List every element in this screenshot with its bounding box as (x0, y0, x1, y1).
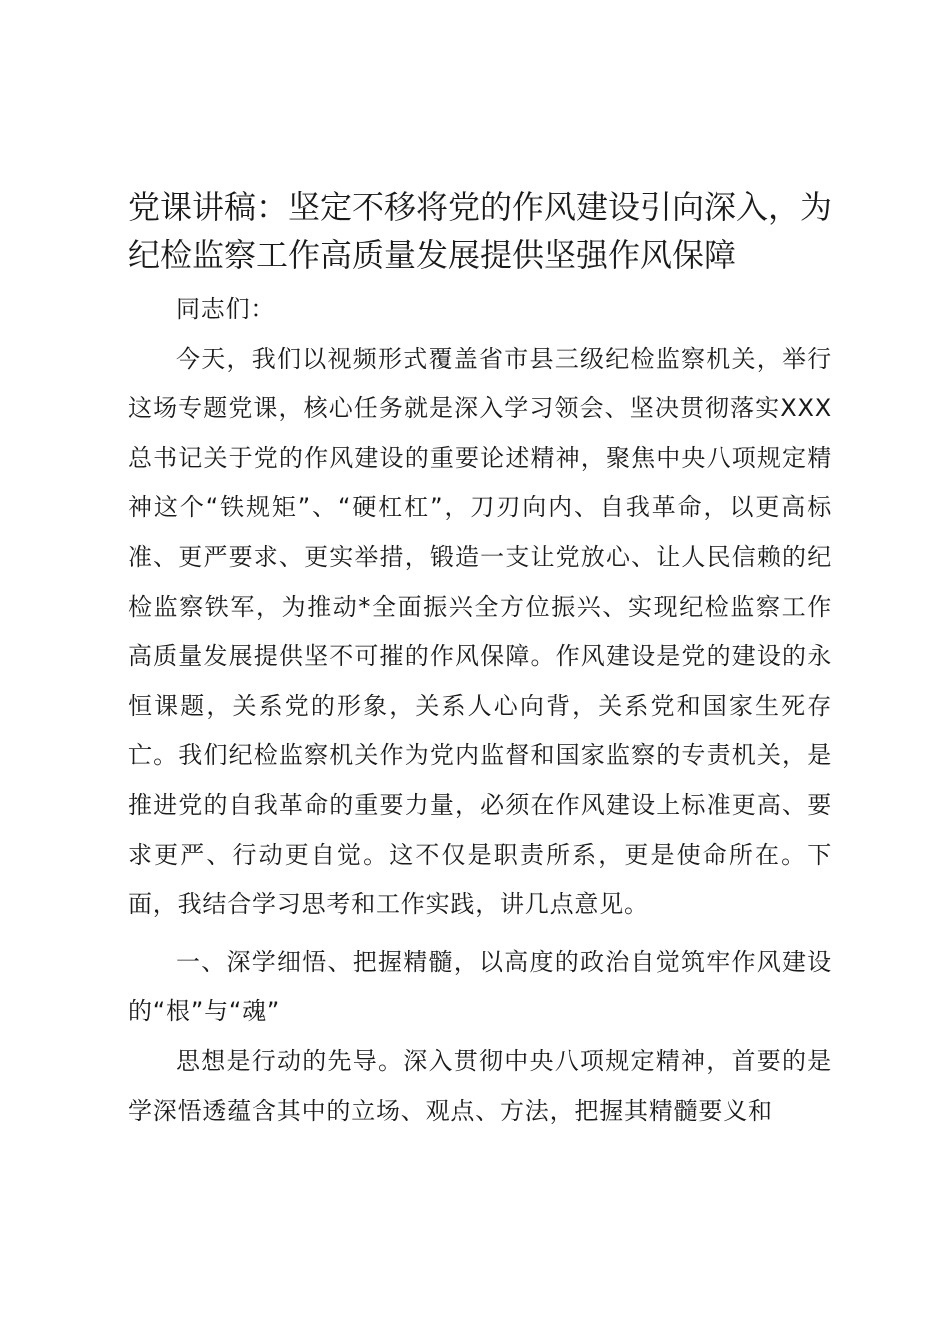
body-paragraph: 今天，我们以视频形式覆盖省市县三级纪检监察机关，举行这场专题党课，核心任务就是深入学习领会、坚决贯彻落实XXX总书记关于党的作风建设的重要论述精神，聚焦中央八项规定精神这个“铁规矩”、“硬杠杠”，刀刃向内、自我革命，以更高标准、更严要求、更实举措，锻造一支让党放心、让人民信赖的纪检监察铁军，为推动*全面振兴全方位振兴、实现纪检监察工作高质量发展提供坚不可摧的作风保障。作风建设是党的建设的永恒课题，关系党的形象，关系人心向背，关系党和国家生死存亡。我们纪检监察机关作为党内监督和国家监察的专责机关，是推进党的自我革命的重要力量，必须在作风建设上标准更高、要求更严、行动更自觉。这不仅是职责所系，更是使命所在。下面，我结合学习思考和工作实践，讲几点意见。 (128, 344, 832, 919)
section-paragraph: 思想是行动的先导。深入贯彻中央八项规定精神，首要的是学深悟透蕴含其中的立场、观点、方法，把握其精髓要义和 (128, 1046, 832, 1125)
salutation: 同志们： (176, 295, 276, 323)
section-heading: 一、深学细悟、把握精髓，以高度的政治自觉筑牢作风建设的“根”与“魂” (128, 947, 832, 1026)
document-title: 党课讲稿：坚定不移将党的作风建设引向深入，为纪检监察工作高质量发展提供坚强作风保障 (128, 188, 833, 274)
document-body (128, 183, 832, 1136)
